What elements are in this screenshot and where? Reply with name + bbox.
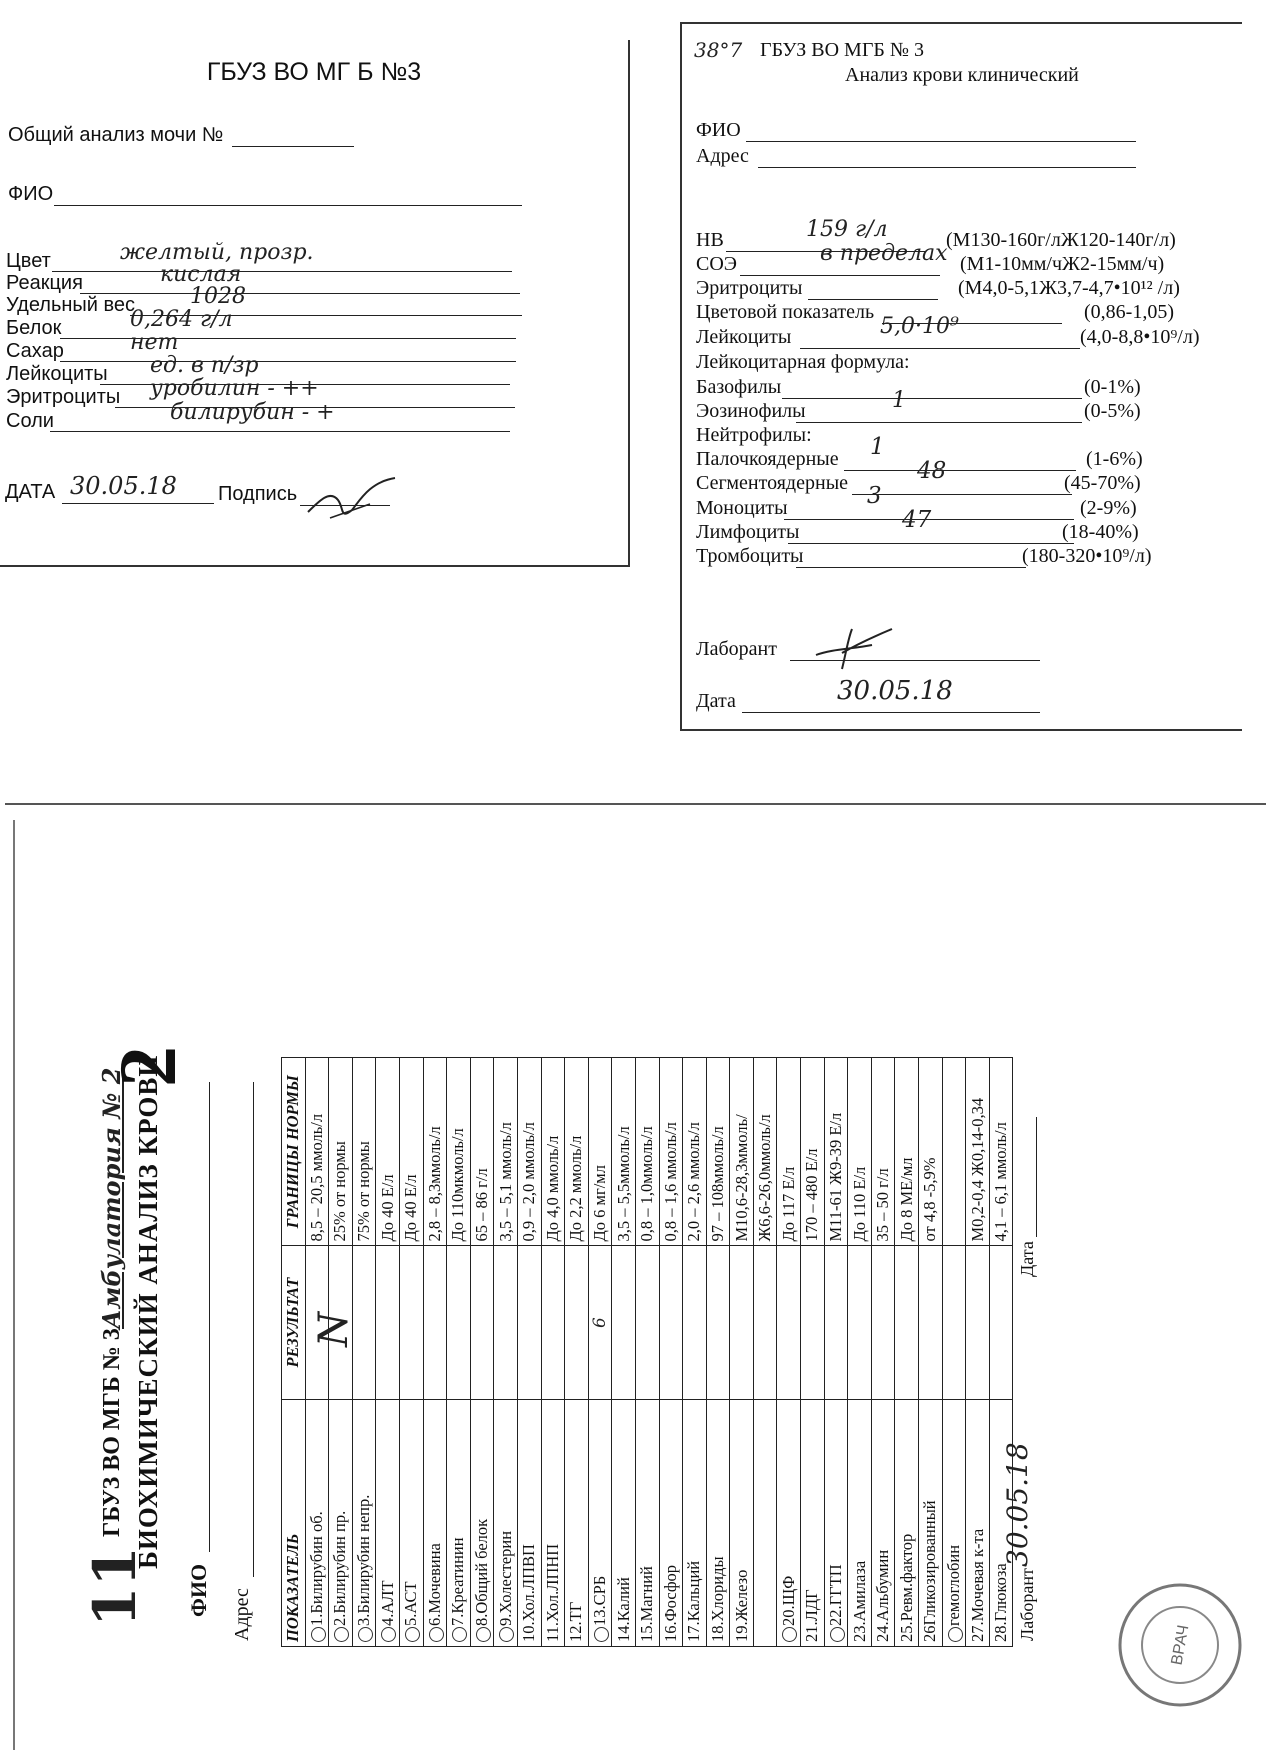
norm-cell: До 4,0 ммоль/л [541, 1058, 565, 1247]
blood-title: Анализ крови клинический [845, 64, 1079, 86]
result-cell [659, 1246, 683, 1399]
norm-cell [942, 1058, 966, 1247]
table-row [824, 1058, 848, 1647]
bio-address-label: Адрес [231, 1588, 253, 1641]
table-row [706, 1058, 730, 1647]
norm-cell: М0,2-0,4 Ж0,14-0,34 [966, 1058, 990, 1247]
indicator-cell [683, 1399, 707, 1646]
result-cell [565, 1246, 589, 1399]
indicator-cell [399, 1399, 423, 1646]
urine-row-line [60, 361, 516, 362]
result-cell [871, 1246, 895, 1399]
indicator-cell [376, 1399, 400, 1646]
blood-formula2-norm: (180-320•10⁹/л) [1022, 545, 1152, 567]
circle-mark-icon [311, 1627, 326, 1642]
indicator-cell [588, 1399, 612, 1646]
blood-formula-label-row: Эозинофилы [696, 400, 806, 422]
norm-cell: М11-61 Ж9-39 Е/л [824, 1058, 848, 1247]
urine-row-label: Реакция [6, 272, 83, 294]
indicator-name: 1.Билирубин об. [306, 1511, 326, 1626]
indicator-cell [517, 1399, 541, 1646]
blood-formula-value: 1 [892, 388, 906, 413]
result-cell [376, 1246, 400, 1399]
result-cell [494, 1246, 518, 1399]
indicator-name: 14.Калий [613, 1577, 633, 1642]
urine-date-value: 30.05.18 [70, 472, 177, 500]
indicator-cell [329, 1399, 353, 1646]
urine-date-line [62, 503, 214, 504]
norm-cell: До 6 мг/мл [588, 1058, 612, 1247]
table-body [305, 1058, 1013, 1647]
blood-formula2-label: Моноциты [696, 497, 788, 519]
result-cell [447, 1246, 471, 1399]
norm-cell: До 40 Е/л [399, 1058, 423, 1247]
urine-title [8, 124, 223, 147]
urine-row-label: Лейкоциты [6, 363, 108, 385]
norm-cell: 2,0 – 2,6 ммоль/л [683, 1058, 707, 1247]
blood-formula2-value: 1 [870, 434, 885, 460]
norm-cell: Ж6,6-26,0ммоль/л [753, 1058, 777, 1247]
urine-row-value: билирубин - + [170, 400, 335, 425]
bio-org-title: ГБУЗ ВО МГБ № 3 [99, 1328, 125, 1537]
result-cell [824, 1246, 848, 1399]
result-cell [777, 1246, 801, 1399]
urine-analysis-card [0, 40, 630, 567]
indicator-cell [659, 1399, 683, 1646]
blood-formula2-value: 48 [917, 458, 947, 484]
header-indicator: ПОКАЗАТЕЛЬ [282, 1399, 306, 1646]
table-row [470, 1058, 494, 1647]
table-row [399, 1058, 423, 1647]
result-cell [399, 1246, 423, 1399]
blood-address-label: Адрес [696, 145, 749, 167]
norm-cell: 3,5 – 5,1 ммоль/л [494, 1058, 518, 1247]
result-cell [989, 1246, 1013, 1399]
indicator-name: 18.Хлориды [707, 1556, 727, 1642]
table-row [730, 1058, 754, 1647]
indicator-name: 10.Хол.ЛПВП [519, 1544, 539, 1642]
result-cell: 6 [588, 1246, 612, 1399]
indicator-name: 26Гликозированный [920, 1500, 940, 1642]
indicator-cell [612, 1399, 636, 1646]
indicator-cell [352, 1399, 376, 1646]
bio-result-hand: N [311, 1312, 357, 1347]
blood-fio-label: ФИО [696, 119, 741, 141]
norm-cell: 4,1 – 6,1 ммоль/л [989, 1058, 1013, 1247]
urine-row-value: кислая [160, 262, 242, 287]
result-cell [942, 1246, 966, 1399]
norm-cell: 0,8 – 1,6 ммоль/л [659, 1058, 683, 1247]
norm-cell: До 8 МЕ/мл [895, 1058, 919, 1247]
indicator-name: 12.ТГ [566, 1601, 586, 1642]
blood-row-label: СОЭ [696, 253, 737, 275]
table-row [919, 1058, 943, 1647]
indicator-cell [895, 1399, 919, 1646]
blood-formula-line [782, 398, 1082, 399]
blood-formula2-norm: (2-9%) [1080, 497, 1137, 519]
bio-lab-value: 30.05.18 [1001, 1442, 1034, 1567]
blood-formula-label-row: Базофилы [696, 376, 782, 398]
blood-fio-line [746, 141, 1136, 142]
result-cell [635, 1246, 659, 1399]
result-cell [730, 1246, 754, 1399]
indicator-name: 6.Мочевина [424, 1543, 444, 1626]
circle-mark-icon [405, 1627, 420, 1642]
blood-formula2-line [796, 567, 1026, 568]
urine-row-value: уробилин - ++ [150, 376, 319, 401]
bio-lab-label: Лаборант [1017, 1568, 1037, 1641]
indicator-name: 24.Альбумин [873, 1549, 893, 1642]
result-cell [517, 1246, 541, 1399]
table-row [447, 1058, 471, 1647]
norm-cell: 65 – 86 г/л [470, 1058, 494, 1247]
urine-row-value: ед. в п/зр [150, 353, 259, 378]
result-cell [919, 1246, 943, 1399]
table-row [659, 1058, 683, 1647]
result-cell [683, 1246, 707, 1399]
table-row [329, 1058, 353, 1647]
indicator-name: 17.Кальций [684, 1560, 704, 1642]
blood-row-norm: (М4,0-5,1Ж3,7-4,7•10¹² /л) [958, 277, 1180, 299]
indicator-cell [777, 1399, 801, 1646]
blood-row-label: Лейкоциты [696, 326, 792, 348]
biochemistry-sheet [5, 803, 1266, 1756]
blood-formula2-line [852, 494, 1072, 495]
header-norm: ГРАНИЦЫ НОРМЫ [282, 1058, 306, 1247]
norm-cell: До 2,2 ммоль/л [565, 1058, 589, 1247]
indicator-cell [470, 1399, 494, 1646]
blood-lab-signature [812, 619, 902, 674]
blood-row-norm: (0,86-1,05) [1084, 301, 1174, 323]
blood-row-line [740, 275, 940, 276]
urine-org-title: ГБУЗ ВО МГ Б №3 [206, 58, 422, 86]
indicator-cell [706, 1399, 730, 1646]
indicator-name: 21.ЛДГ [802, 1589, 822, 1642]
blood-date-line [742, 712, 1040, 713]
sheet-edge-line [13, 820, 15, 1750]
norm-cell: 2,8 – 8,3ммоль/л [423, 1058, 447, 1247]
indicator-name: гемоглобин [943, 1544, 963, 1626]
urine-row-value: нет [130, 330, 179, 355]
bio-fio-line [209, 1082, 210, 1552]
result-cell [612, 1246, 636, 1399]
norm-cell: 0,9 – 2,0 ммоль/л [517, 1058, 541, 1247]
indicator-cell [423, 1399, 447, 1646]
result-cell [541, 1246, 565, 1399]
blood-corner-note: 38°7 [694, 38, 743, 62]
table-row [753, 1058, 777, 1647]
blood-formula2-label: Тромбоциты [696, 545, 804, 567]
table-row [565, 1058, 589, 1647]
urine-row-label: Белок [6, 317, 62, 339]
urine-title-label: Общий анализ мочи № [8, 124, 224, 146]
result-cell [423, 1246, 447, 1399]
norm-cell: До 117 Е/л [777, 1058, 801, 1247]
bio-fio-label: ФИО [186, 1563, 211, 1617]
blood-row-label: Цветовой показатель [696, 301, 875, 323]
table-row [612, 1058, 636, 1647]
urine-row-label: Эритроциты [6, 386, 121, 408]
indicator-cell [447, 1399, 471, 1646]
indicator-name: 27.Мочевая к-та [967, 1528, 987, 1642]
result-cell [966, 1246, 990, 1399]
norm-cell: До 110мкмоль/л [447, 1058, 471, 1247]
blood-date-value: 30.05.18 [837, 676, 953, 706]
indicator-cell [801, 1399, 825, 1646]
bio-hand-mark: 11 [81, 1546, 149, 1627]
urine-fio-line [54, 205, 522, 206]
result-cell [848, 1246, 872, 1399]
circle-mark-icon [948, 1627, 963, 1642]
circle-mark-icon [334, 1627, 349, 1642]
urine-sign-label: Подпись [218, 483, 298, 505]
circle-mark-icon [452, 1627, 467, 1642]
blood-row-value: 5,0·10⁹ [880, 314, 959, 339]
indicator-cell [541, 1399, 565, 1646]
blood-formula2-line [844, 470, 1076, 471]
blood-formula2-value: 47 [902, 507, 932, 533]
blood-row-line [800, 348, 1080, 349]
circle-mark-icon [499, 1627, 514, 1642]
circle-mark-icon [782, 1627, 797, 1642]
indicator-name: 19.Железо [731, 1569, 751, 1642]
bio-big-number: 2 [102, 1046, 193, 1087]
blood-row-norm: (4,0-8,8•10⁹/л) [1080, 326, 1200, 348]
indicator-name: 13.СРБ [590, 1575, 610, 1626]
blood-formula2-norm: (45-70%) [1064, 472, 1141, 494]
blood-formula-label: Лейкоцитарная формула: [696, 351, 910, 373]
norm-cell: 75% от нормы [352, 1058, 376, 1247]
norm-cell: М10,6-28,3ммоль/ [730, 1058, 754, 1247]
blood-formula2-norm: (18-40%) [1062, 521, 1139, 543]
urine-row-line [60, 338, 516, 339]
table-row [423, 1058, 447, 1647]
bio-address-line [253, 1082, 254, 1577]
urine-row-value: желтый, прозр. [120, 240, 314, 265]
norm-cell: 35 – 50 г/л [871, 1058, 895, 1247]
blood-formula2-norm: (1-6%) [1086, 448, 1143, 470]
urine-row-label: Удельный вес [6, 294, 136, 316]
table-row [494, 1058, 518, 1647]
blood-row-label: НВ [696, 229, 724, 251]
urine-row-value: 1028 [190, 284, 246, 309]
indicator-cell [730, 1399, 754, 1646]
norm-cell: от 4,8 -5,9% [919, 1058, 943, 1247]
blood-row-value: в пределах [820, 241, 948, 266]
indicator-cell [635, 1399, 659, 1646]
blood-row-value: 159 г/л [806, 217, 888, 242]
blood-address-line [758, 167, 1136, 168]
indicator-name: 16.Фосфор [660, 1564, 680, 1642]
indicator-cell [942, 1399, 966, 1646]
circle-mark-icon [594, 1627, 609, 1642]
stamp-text: ВРАЧ [1168, 1623, 1193, 1667]
indicator-name: 7.Креатинин [448, 1537, 468, 1626]
urine-row-value: 0,264 г/л [130, 307, 233, 332]
table-row [777, 1058, 801, 1647]
norm-cell: 25% от нормы [329, 1058, 353, 1247]
blood-formula2-label: Сегментоядерные [696, 472, 849, 494]
indicator-name: 23.Амилаза [849, 1560, 869, 1642]
table-row [352, 1058, 376, 1647]
table-row [376, 1058, 400, 1647]
result-cell [801, 1246, 825, 1399]
circle-mark-icon [429, 1627, 444, 1642]
urine-row-label: Цвет [6, 250, 51, 272]
table-row [942, 1058, 966, 1647]
indicator-cell [919, 1399, 943, 1646]
result-cell [895, 1246, 919, 1399]
indicator-name: 15.Магний [637, 1566, 657, 1642]
urine-row-line [80, 293, 520, 294]
indicator-cell [305, 1399, 329, 1646]
table-row [895, 1058, 919, 1647]
indicator-name: 5.АСТ [401, 1581, 421, 1626]
indicator-cell [824, 1399, 848, 1646]
indicator-name: 2.Билирубин пр. [330, 1510, 350, 1626]
norm-cell: 3,5 – 5,5ммоль/л [612, 1058, 636, 1247]
blood-row-line [808, 299, 938, 300]
bio-date-line [1036, 1117, 1037, 1237]
blood-date-label: Дата [696, 690, 736, 712]
table-row [635, 1058, 659, 1647]
circle-mark-icon [381, 1627, 396, 1642]
indicator-name: 20.ЩФ [778, 1575, 798, 1626]
blood-row-norm: (М1-10мм/чЖ2-15мм/ч) [960, 253, 1165, 275]
bio-title: БИОХИМИЧЕСКИЙ АНАЛИЗ КРОВИ [133, 1054, 163, 1569]
indicator-cell [753, 1399, 777, 1646]
blood-formula-line [796, 422, 1082, 423]
norm-cell: 170 – 480 Е/л [801, 1058, 825, 1247]
blood-formula2-label: Лимфоциты [696, 521, 800, 543]
urine-row-label: Сахар [6, 340, 64, 362]
table-row [871, 1058, 895, 1647]
table-row [801, 1058, 825, 1647]
result-cell [753, 1246, 777, 1399]
indicator-name: 22.ГГТП [825, 1564, 845, 1626]
indicator-cell [494, 1399, 518, 1646]
indicator-cell [565, 1399, 589, 1646]
indicator-name: 25.Ревм.фактор [896, 1533, 916, 1642]
table-row [683, 1058, 707, 1647]
urine-fio-label: ФИО [8, 183, 54, 205]
biochemistry-content [81, 907, 1206, 1647]
header-result: РЕЗУЛЬТАТ [282, 1246, 306, 1399]
blood-row-label: Эритроциты [696, 277, 803, 299]
result-cell [470, 1246, 494, 1399]
norm-cell: 97 – 108ммоль/л [706, 1058, 730, 1247]
indicator-cell [848, 1399, 872, 1646]
result-cell [706, 1246, 730, 1399]
urine-row-line [50, 431, 510, 432]
bio-date-label: Дата [1017, 1241, 1037, 1277]
table-row [305, 1058, 329, 1647]
blood-formula2-line [788, 543, 1074, 544]
indicator-name: 4.АЛТ [377, 1580, 397, 1626]
urine-row-line [52, 271, 512, 272]
urine-signature [300, 470, 400, 525]
blood-formula-norm: (0-5%) [1084, 400, 1141, 422]
table-row [517, 1058, 541, 1647]
circle-mark-icon [358, 1627, 373, 1642]
blood-formula2-value: 3 [867, 483, 882, 509]
blood-row-norm: (М130-160г/лЖ120-140г/л) [946, 229, 1176, 251]
blood-formula-norm: (0-1%) [1084, 376, 1141, 398]
biochemistry-table [281, 1057, 1013, 1647]
blood-org-title: ГБУЗ ВО МГБ № 3 [760, 39, 924, 61]
indicator-name: 11.Хол.ЛПНП [542, 1543, 562, 1642]
indicator-name: 9.Холестерин [495, 1530, 515, 1626]
bio-org-hand: Амбулатория № 2 [97, 1067, 126, 1329]
blood-lab-label: Лаборант [696, 638, 777, 660]
blood-formula2-label: Палочкоядерные [696, 448, 839, 470]
urine-number-line [232, 146, 354, 147]
blood-analysis-card [680, 22, 1242, 731]
indicator-name: 3.Билирубин непр. [354, 1494, 374, 1626]
norm-cell: 8,5 – 20,5 ммоль/л [305, 1058, 329, 1247]
indicator-name: 8.Общий белок [472, 1518, 492, 1626]
urine-row-label: Соли [6, 410, 54, 432]
urine-date-label: ДАТА [5, 481, 56, 503]
table-row [966, 1058, 990, 1647]
norm-cell: 0,8 – 1,0ммоль/л [635, 1058, 659, 1247]
table-row [848, 1058, 872, 1647]
table-header-row [282, 1058, 306, 1647]
table-row [541, 1058, 565, 1647]
indicator-cell [966, 1399, 990, 1646]
circle-mark-icon [476, 1627, 491, 1642]
circle-mark-icon [830, 1627, 845, 1642]
norm-cell: До 110 Е/л [848, 1058, 872, 1247]
indicator-name: 28.Глюкоза [991, 1563, 1011, 1642]
indicator-cell [871, 1399, 895, 1646]
norm-cell: До 40 Е/л [376, 1058, 400, 1247]
blood-neutro-label: Нейтрофилы: [696, 424, 812, 446]
table-row [588, 1058, 612, 1647]
